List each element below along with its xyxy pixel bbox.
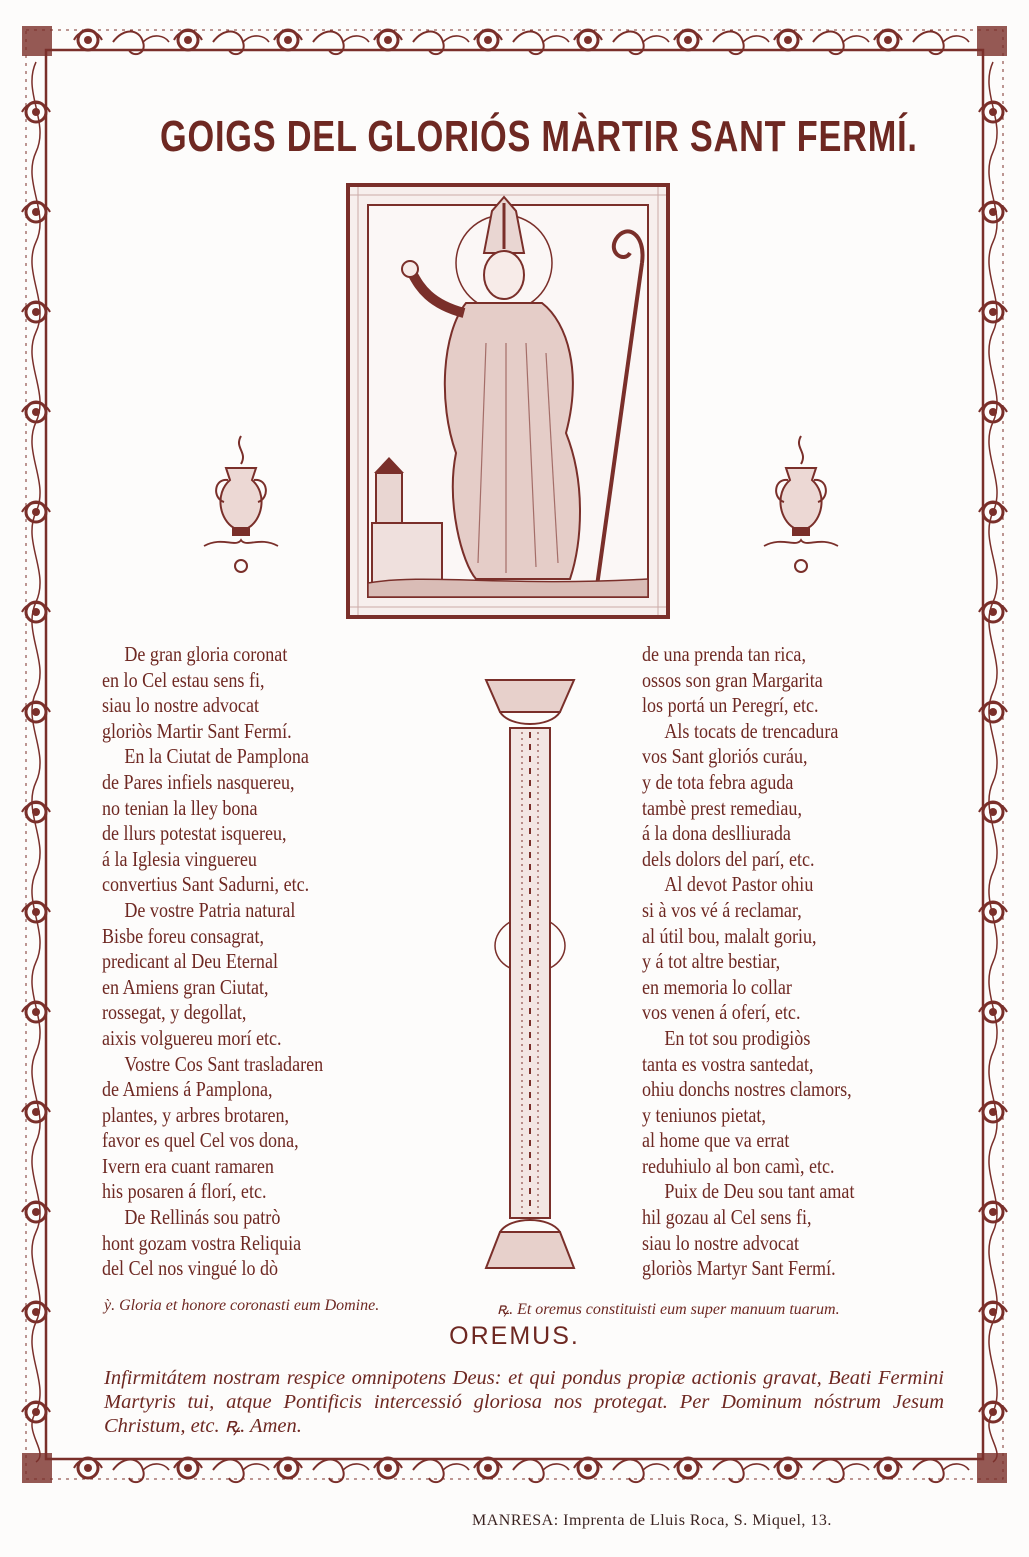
verse-line: vos venen á oferí, etc. — [642, 1000, 801, 1025]
verse-line: vos Sant gloriós curáu, — [642, 744, 808, 769]
verse-line: siau lo nostre advocat — [642, 1230, 799, 1255]
verse-line: Vostre Cos Sant trasladaren — [124, 1051, 324, 1076]
verse-line: y teniunos pietat, — [642, 1102, 766, 1127]
verse-line: y á tot altre bestiar, — [642, 949, 781, 974]
verse-line: favor es quel Cel vos dona, — [102, 1128, 299, 1153]
verse-line: Ivern era cuant ramaren — [102, 1153, 274, 1178]
ornamental-vase-right — [756, 428, 846, 583]
verse-line: Puix de Deu sou tant amat — [664, 1179, 855, 1204]
verse-line: al útil bou, malalt goriu, — [642, 923, 817, 948]
verse-line: los portá un Peregrí, etc. — [642, 693, 819, 718]
verses-left-column — [102, 642, 359, 1282]
verse-line: de Pares infiels nasquereu, — [102, 769, 295, 794]
versicle: ỳ. Gloria et honore coronasti eum Domine. — [104, 1297, 380, 1314]
verse-line: En tot sou prodigiòs — [664, 1025, 811, 1050]
verse-line: Als tocats de trencadura — [664, 718, 839, 743]
decorative-pillar — [480, 672, 580, 1276]
verse-line: en Amiens gran Ciutat, — [102, 974, 269, 999]
verse-line: tambè prest remediau, — [642, 795, 802, 820]
prayer-text: Infirmitátem nostram respice omnipotens Deus: et qui pondus propiæ actionis gravat, Beati Fermini Martyris tui, atque Pontificis intercessió gloriosa nos protegat. Per Dominum nóstrum Jesum Christum, etc. ꝶ. Amen. — [104, 1367, 944, 1437]
verse-line: Al devot Pastor ohiu — [664, 872, 814, 897]
verse-line: á la dona deslliurada — [642, 821, 791, 846]
verse-line: rossegat, y degollat, — [102, 1000, 247, 1025]
verse-line: del Cel nos vingué lo dò — [102, 1256, 279, 1281]
page-title: GOIGS DEL GLORIÓS MÀRTIR SANT FERMÍ. — [159, 112, 918, 161]
oremus-heading: OREMUS. — [449, 1322, 580, 1350]
verse-line: De vostre Patria natural — [124, 897, 296, 922]
response: ꝶ. Et oremus constituisti eum super manuum tuarum. — [497, 1301, 840, 1318]
verse-line: predicant al Deu Eternal — [102, 949, 279, 974]
verse-line: dels dolors del parí, etc. — [642, 846, 815, 871]
verse-line: gloriòs Martyr Sant Fermí. — [642, 1256, 836, 1281]
verse-line: al home que va errat — [642, 1128, 790, 1153]
verse-line: En la Ciutat de Pamplona — [124, 744, 309, 769]
verse-line: ossos son gran Margarita — [642, 667, 823, 692]
verse-line: si à vos vé á reclamar, — [642, 897, 802, 922]
verse-line: hont gozam vostra Reliquia — [102, 1230, 302, 1255]
verse-line: tanta es vostra santedat, — [642, 1051, 814, 1076]
verse-line: gloriòs Martir Sant Fermí. — [102, 718, 292, 743]
verse-line: reduhiulo al bon camì, etc. — [642, 1153, 835, 1178]
verse-line: en lo Cel estau sens fi, — [102, 667, 265, 692]
verses-right-column — [642, 642, 889, 1282]
verse-line: convertius Sant Sadurni, etc. — [102, 872, 310, 897]
verse-line: de llurs potestat isquereu, — [102, 821, 287, 846]
verse-line: Bisbe foreu consagrat, — [102, 923, 264, 948]
verse-line: De Rellinás sou patrò — [124, 1205, 281, 1230]
ornamental-vase-left — [196, 428, 286, 583]
verse-line: hil gozau al Cel sens fi, — [642, 1205, 812, 1230]
verse-line: his posaren á florí, etc. — [102, 1179, 267, 1204]
verse-line: plantes, y arbres brotaren, — [102, 1102, 290, 1127]
verse-line: De gran gloria coronat — [124, 642, 288, 666]
printer-imprint: MANRESA: Imprenta de Lluis Roca, S. Miquel, 13. — [472, 1512, 832, 1529]
verse-line: no tenian la lley bona — [102, 795, 258, 820]
verse-line: y de tota febra aguda — [642, 769, 794, 794]
saint-bishop-woodcut — [346, 183, 670, 619]
verse-line: ohiu donchs nostres clamors, — [642, 1077, 852, 1102]
verse-line: aixis volguereu morí etc. — [102, 1025, 282, 1050]
verse-line: siau lo nostre advocat — [102, 693, 259, 718]
verse-line: de una prenda tan rica, — [642, 642, 806, 666]
verse-line: de Amiens á Pamplona, — [102, 1077, 273, 1102]
verse-line: en memoria lo collar — [642, 974, 792, 999]
verse-line: á la Iglesia vinguereu — [102, 846, 257, 871]
